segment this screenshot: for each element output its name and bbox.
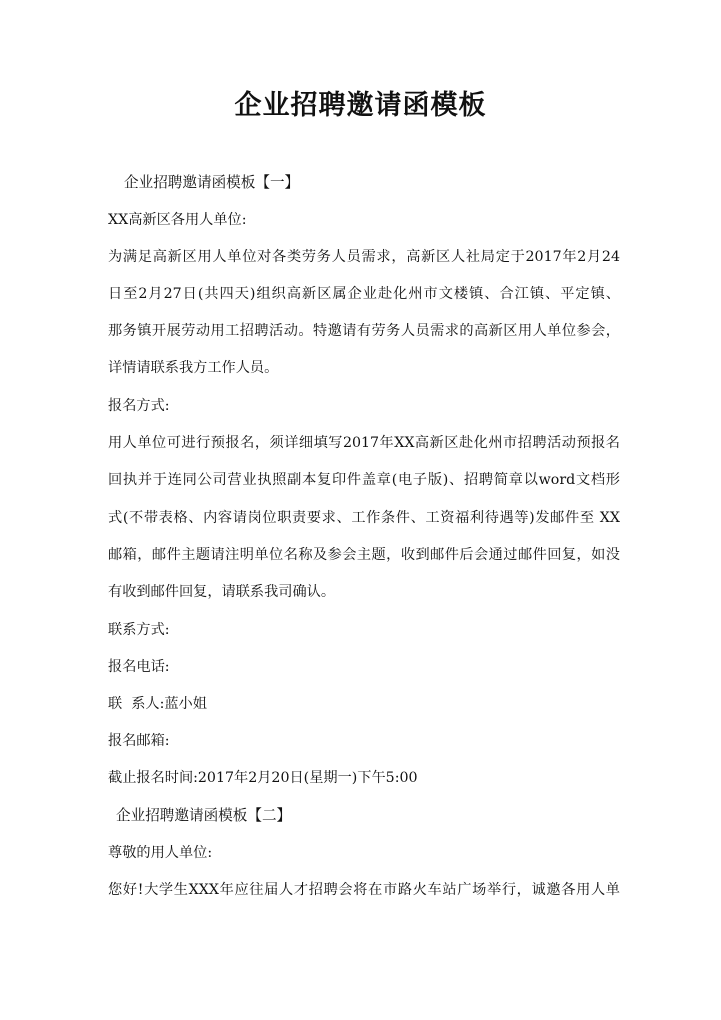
section-1-body-line-1: 为满足高新区用人单位对各类劳务人员需求，高新区人社局定于2017年2月24 <box>108 249 620 265</box>
section-1-body-line-2: 日至2月27日(共四天)组织高新区属企业赴化州市文楼镇、合江镇、平定镇、 <box>108 286 620 302</box>
section-1-body-line-4: 详情请联系我方工作人员。 <box>108 360 279 376</box>
section-2-body-line-1: 您好!大学生XXX年应往届人才招聘会将在市路火车站广场举行，诚邀各用人单 <box>108 882 620 898</box>
registration-phone-label: 报名电话: <box>108 659 170 675</box>
document-title: 企业招聘邀请函模板 <box>234 90 487 121</box>
section-2-heading: 企业招聘邀请函模板【二】 <box>116 807 292 824</box>
registration-deadline: 截止报名时间:2017年2月20日(星期一)下午5:00 <box>108 770 418 786</box>
section-1-heading: 企业招聘邀请函模板【一】 <box>124 174 300 191</box>
registration-line-3: 式(不带表格、内容请岗位职责要求、工作条件、工资福利待遇等)发邮件至 XX <box>108 510 620 526</box>
registration-email-label: 报名邮箱: <box>108 733 170 749</box>
registration-line-5: 有收到邮件回复，请联系我司确认。 <box>108 584 336 600</box>
section-2-salutation: 尊敬的用人单位: <box>108 845 213 861</box>
registration-line-4: 邮箱，邮件主题请注明单位名称及参会主题，收到邮件后会通过邮件回复，如没 <box>108 547 620 563</box>
registration-line-1: 用人单位可进行预报名，须详细填写2017年XX高新区赴化州市招聘活动预报名 <box>108 435 620 451</box>
contact-method-label: 联系方式: <box>108 622 170 638</box>
section-1-body-line-3: 那务镇开展劳动用工招聘活动。特邀请有劳务人员需求的高新区用人单位参会， <box>108 323 620 339</box>
registration-method-label: 报名方式: <box>108 398 170 414</box>
contact-person: 联 系人:蓝小姐 <box>108 696 207 712</box>
section-1-salutation: XX高新区各用人单位: <box>108 212 247 228</box>
registration-line-2: 回执并于连同公司营业执照副本复印件盖章(电子版)、招聘简章以word文档形 <box>108 472 620 488</box>
